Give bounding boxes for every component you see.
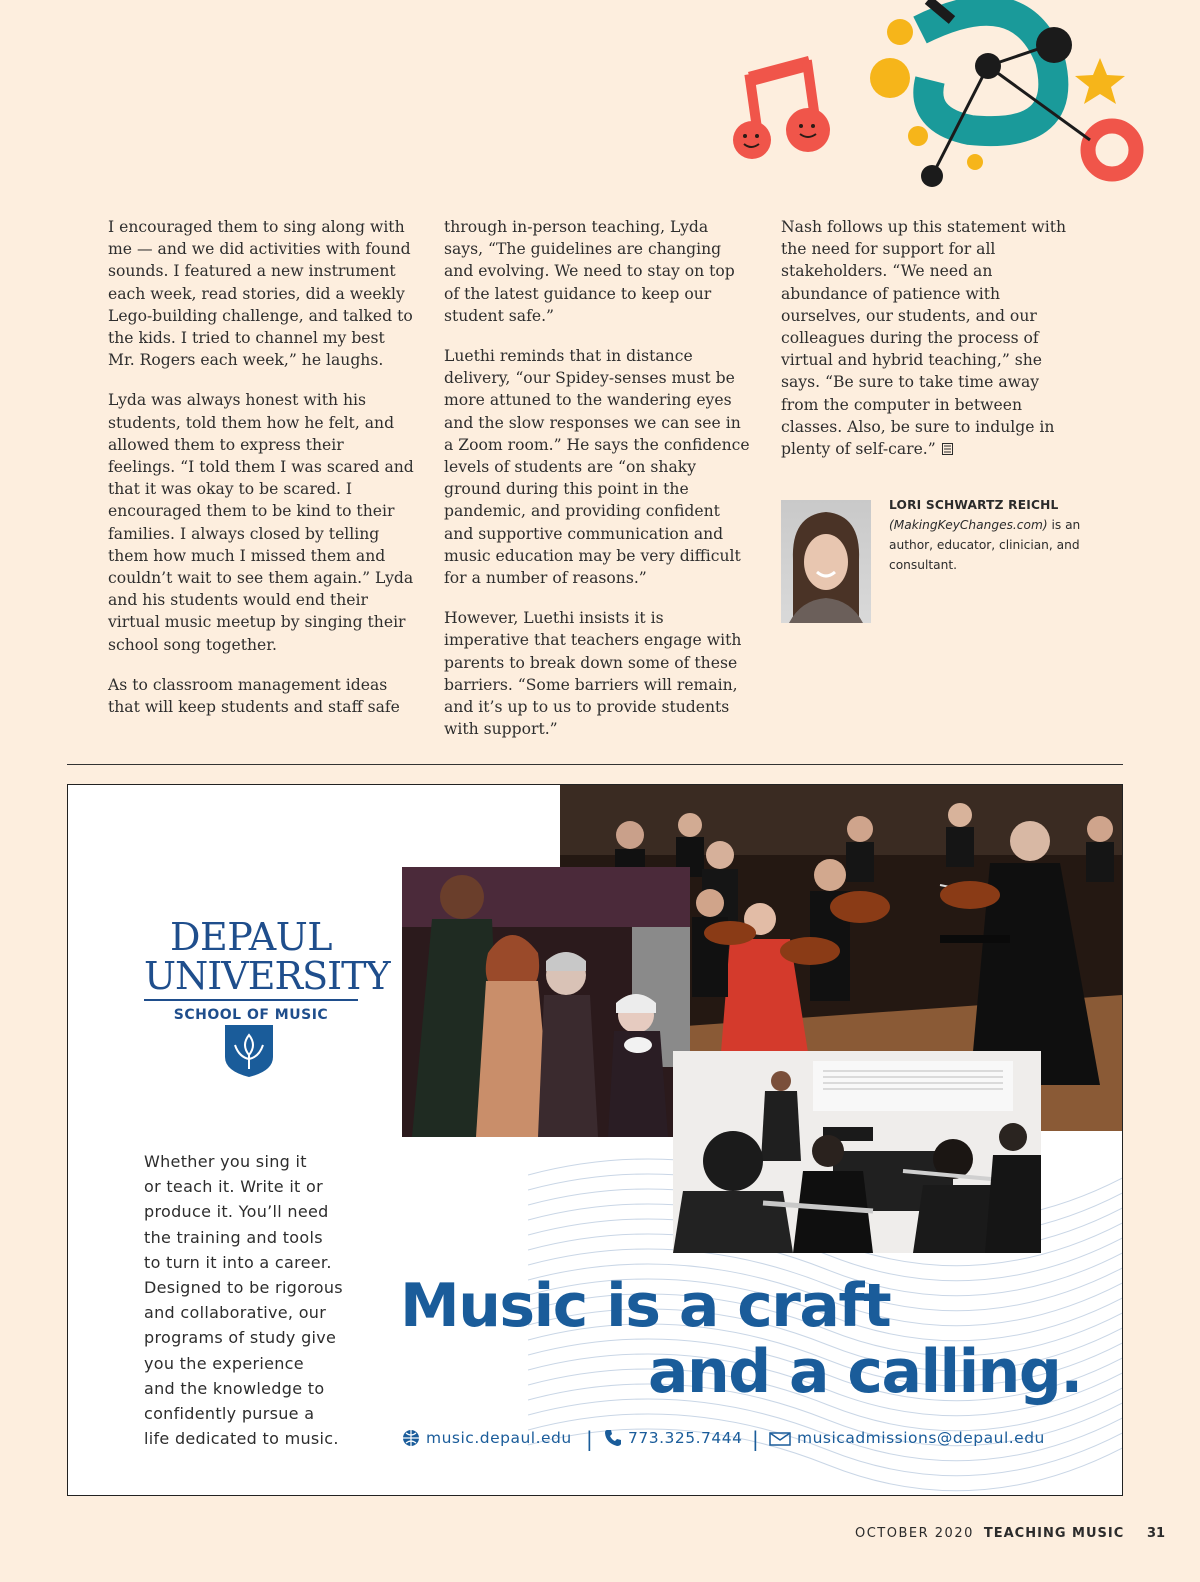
logo-wordmark-line1: DEPAUL [170,915,332,959]
ad-copy-line: to turn it into a career. [144,1252,332,1272]
logo-subtitle: SCHOOL OF MUSIC [173,1007,329,1023]
contact-separator: | [586,1427,594,1451]
ad-copy-line: Designed to be rigorous [144,1278,343,1298]
depaul-advertisement [67,784,1123,1496]
end-of-article-icon [942,443,953,455]
ad-copy-line: the training and tools [144,1227,323,1247]
page-number: 31 [1147,1526,1166,1541]
phone-icon [604,1429,622,1447]
logo-wordmark-line2: UNIVERSITY [144,957,358,1001]
shield-icon [223,1023,275,1079]
ad-headline-line2: and a calling. [648,1337,1082,1407]
email-text: musicadmissions@depaul.edu [797,1429,1045,1447]
author-website: (MakingKeyChanges.com) [889,518,1048,532]
article-column-1 [108,216,414,736]
globe-icon [402,1429,420,1447]
article-paragraph: Lyda was always honest with his students, told them how he felt, and allowed them to express their feelings. “I told them I was scared and that it was okay to be scared. I encouraged them to be kind to their families. I always closed by telling them how much I missed them and couldn’t wait to see them again.” Lyda and his students would end their virtual music meetup by singing their school song together. [108,391,414,654]
website-link[interactable] [402,1429,572,1447]
phone-link[interactable] [604,1429,742,1447]
article-paragraph: I encouraged them to sing along with me — and we did activities with found sounds. I featured a new instrument each week, read stories, did a weekly Lego-building challenge, and talked to the kids. I tried to channel my best Mr. Rogers each week,” he laughs. [108,218,413,370]
ad-copy-line: programs of study give [144,1328,337,1348]
section-divider [67,764,1123,765]
page-footer [855,1526,1175,1548]
depaul-logo [144,915,390,1023]
phone-text: 773.325.7444 [628,1429,743,1447]
article-paragraph-text: Nash follows up this statement with the need for support for all stakeholders. “We need an abundance of patience with ourselves, our students, and our colleagues during the process of virtual and hybrid teaching,” she says. “Be sure to take time away from the computer in between classes. Also, be sure to indulge in plenty of self-care.” [781,218,1066,459]
ad-copy-line: Whether you sing it [144,1152,307,1171]
ad-copy-line: produce it. You’ll need [144,1202,329,1222]
opera-photo [402,867,690,1137]
envelope-icon [769,1431,791,1447]
ad-copy-line: you the experience [144,1353,304,1373]
author-bio-text: is an author, educator, clinician, and consultant. [889,518,1081,572]
article-paragraph: However, Luethi insists it is imperative that teachers engage with parents to break down some of these barriers. “Some barriers will remain, and it’s up to us to provide students with support.” [444,609,742,739]
ad-headline-line1: Music is a craft [400,1271,891,1341]
email-link[interactable] [769,1429,1045,1447]
author-photo [781,500,871,623]
ad-body-copy [144,1149,374,1451]
article-paragraph: Luethi reminds that in distance delivery, “our Spidey-senses must be more attuned to the wandering eyes and the slow responses we can see in a Zoom room.” He says the confidence levels of students are “on shaky ground during this point in the pandemic, and providing confident and supportive communication and music education may be very difficult for a number of reasons.” [444,347,750,588]
ad-copy-line: or teach it. Write it or [144,1177,323,1197]
article-column-2 [444,216,750,758]
website-text: music.depaul.edu [426,1429,572,1447]
article-paragraph: through in-person teaching, Lyda says, “The guidelines are changing and evolving. We need to stay on top of the latest guidance to keep our student safe.” [444,218,735,325]
author-name: LORI SCHWARTZ REICHL [889,498,1059,512]
classroom-photo [673,1051,1041,1253]
ad-copy-line: and the knowledge to [144,1378,325,1398]
issue-date: OCTOBER 2020 [855,1526,974,1541]
magazine-name: TEACHING MUSIC [983,1526,1125,1541]
ad-copy-line: life dedicated to music. [144,1429,339,1449]
contact-bar [402,1425,1102,1455]
article-paragraph: As to classroom management ideas that will keep students and staff safe [108,675,400,717]
article-column-3 [781,216,1081,478]
author-bio [889,495,1089,575]
ad-copy-line: and collaborative, our [144,1303,327,1323]
article-paragraph [781,216,1081,460]
contact-separator: | [752,1427,760,1451]
music-notes-illustration [720,0,1160,200]
ad-copy-line: confidently pursue a [144,1404,315,1424]
